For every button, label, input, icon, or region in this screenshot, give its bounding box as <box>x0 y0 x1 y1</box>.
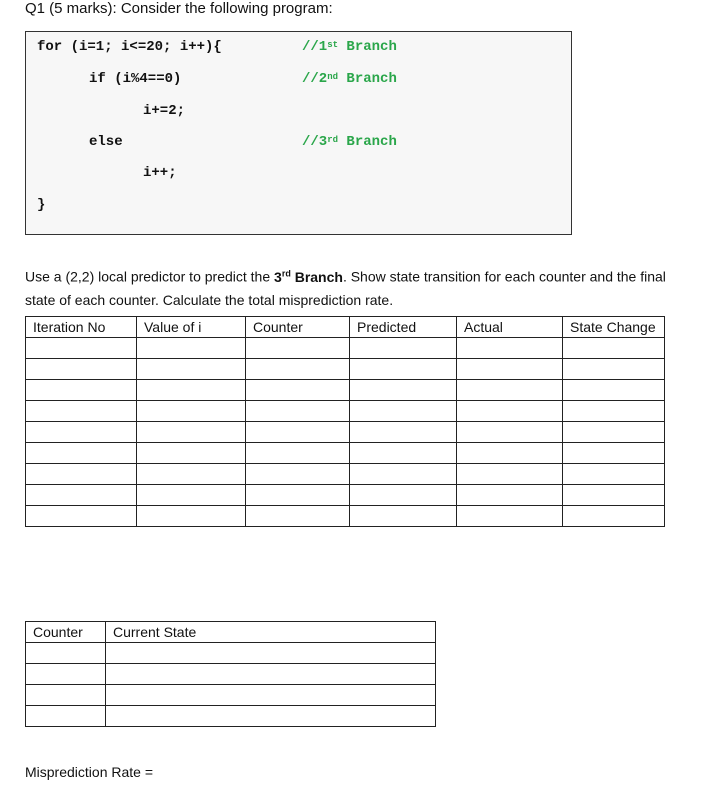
answer-cell[interactable] <box>26 664 106 685</box>
answer-cell[interactable] <box>350 443 457 464</box>
answer-cell[interactable] <box>457 359 563 380</box>
answer-cell[interactable] <box>457 443 563 464</box>
table-row <box>26 338 665 359</box>
answer-cell[interactable] <box>246 506 350 527</box>
instructions: Use a (2,2) local predictor to predict the 3rd Branch. Show state transition for each counter and the final state of each counter. Calculate the total misprediction rate. <box>25 268 666 308</box>
header-counter: Counter <box>246 317 350 338</box>
answer-cell[interactable] <box>137 380 246 401</box>
table-header-row <box>26 317 665 338</box>
table-row <box>26 664 436 685</box>
answer-cell[interactable] <box>350 359 457 380</box>
code-listing <box>25 31 572 235</box>
answer-cell[interactable] <box>137 338 246 359</box>
table-row <box>26 443 665 464</box>
answer-cell[interactable] <box>26 685 106 706</box>
answer-cell[interactable] <box>137 464 246 485</box>
answer-cell[interactable] <box>350 464 457 485</box>
answer-cell[interactable] <box>350 485 457 506</box>
header-current-state: Current State <box>106 622 436 643</box>
answer-cell[interactable] <box>457 485 563 506</box>
answer-cell[interactable] <box>563 380 665 401</box>
header-value-of-i: Value of i <box>137 317 246 338</box>
answer-cell[interactable] <box>563 401 665 422</box>
table-row <box>26 380 665 401</box>
answer-cell[interactable] <box>563 422 665 443</box>
code-line-increment-1: i++; <box>143 165 177 181</box>
answer-cell[interactable] <box>106 643 436 664</box>
code-line-if: if (i%4==0) <box>89 71 182 87</box>
answer-cell[interactable] <box>26 464 137 485</box>
answer-cell[interactable] <box>26 359 137 380</box>
answer-cell[interactable] <box>246 380 350 401</box>
header-state-change: State Change <box>563 317 665 338</box>
answer-cell[interactable] <box>26 506 137 527</box>
answer-cell[interactable] <box>457 464 563 485</box>
answer-cell[interactable] <box>246 443 350 464</box>
answer-cell[interactable] <box>457 422 563 443</box>
answer-cell[interactable] <box>246 422 350 443</box>
answer-cell[interactable] <box>106 664 436 685</box>
answer-cell[interactable] <box>246 464 350 485</box>
answer-cell[interactable] <box>26 338 137 359</box>
branch-emphasis: 3rd Branch <box>274 268 343 285</box>
code-line-increment-2: i+=2; <box>143 103 186 119</box>
comment-branch-1: //1st Branch <box>302 39 397 55</box>
header-counter: Counter <box>26 622 106 643</box>
answer-cell[interactable] <box>137 359 246 380</box>
table-row <box>26 359 665 380</box>
table-row <box>26 401 665 422</box>
prediction-table <box>25 316 665 527</box>
answer-cell[interactable] <box>137 506 246 527</box>
answer-cell[interactable] <box>457 380 563 401</box>
answer-cell[interactable] <box>350 338 457 359</box>
answer-cell[interactable] <box>26 443 137 464</box>
answer-cell[interactable] <box>563 506 665 527</box>
table-row <box>26 485 665 506</box>
table-row <box>26 643 436 664</box>
answer-cell[interactable] <box>457 401 563 422</box>
answer-cell[interactable] <box>106 706 436 727</box>
counter-state-table <box>25 621 436 727</box>
answer-cell[interactable] <box>246 485 350 506</box>
answer-cell[interactable] <box>26 643 106 664</box>
question-title: Q1 (5 marks): Consider the following program: <box>25 0 333 17</box>
answer-cell[interactable] <box>457 506 563 527</box>
answer-cell[interactable] <box>246 338 350 359</box>
answer-cell[interactable] <box>137 443 246 464</box>
answer-cell[interactable] <box>137 422 246 443</box>
answer-cell[interactable] <box>563 443 665 464</box>
answer-cell[interactable] <box>457 338 563 359</box>
answer-cell[interactable] <box>563 338 665 359</box>
answer-cell[interactable] <box>563 485 665 506</box>
answer-cell[interactable] <box>563 359 665 380</box>
code-line-close-brace: } <box>37 197 46 213</box>
table-row <box>26 422 665 443</box>
header-predicted: Predicted <box>350 317 457 338</box>
answer-cell[interactable] <box>563 464 665 485</box>
answer-cell[interactable] <box>26 422 137 443</box>
misprediction-rate-label: Misprediction Rate = <box>25 764 154 780</box>
answer-cell[interactable] <box>26 706 106 727</box>
comment-branch-3: //3rd Branch <box>302 134 397 150</box>
answer-cell[interactable] <box>350 422 457 443</box>
answer-cell[interactable] <box>246 359 350 380</box>
answer-cell[interactable] <box>246 401 350 422</box>
table-row <box>26 706 436 727</box>
header-actual: Actual <box>457 317 563 338</box>
answer-cell[interactable] <box>26 485 137 506</box>
table-header-row <box>26 622 436 643</box>
header-iteration-no: Iteration No <box>26 317 137 338</box>
answer-cell[interactable] <box>106 685 436 706</box>
comment-branch-2: //2nd Branch <box>302 71 397 87</box>
code-line-else: else <box>89 134 123 150</box>
answer-cell[interactable] <box>26 380 137 401</box>
table-row <box>26 685 436 706</box>
answer-cell[interactable] <box>137 485 246 506</box>
answer-cell[interactable] <box>350 506 457 527</box>
answer-cell[interactable] <box>137 401 246 422</box>
code-line-for: for (i=1; i<=20; i++){ <box>37 39 222 55</box>
answer-cell[interactable] <box>26 401 137 422</box>
table-row <box>26 506 665 527</box>
answer-cell[interactable] <box>350 380 457 401</box>
table-row <box>26 464 665 485</box>
answer-cell[interactable] <box>350 401 457 422</box>
